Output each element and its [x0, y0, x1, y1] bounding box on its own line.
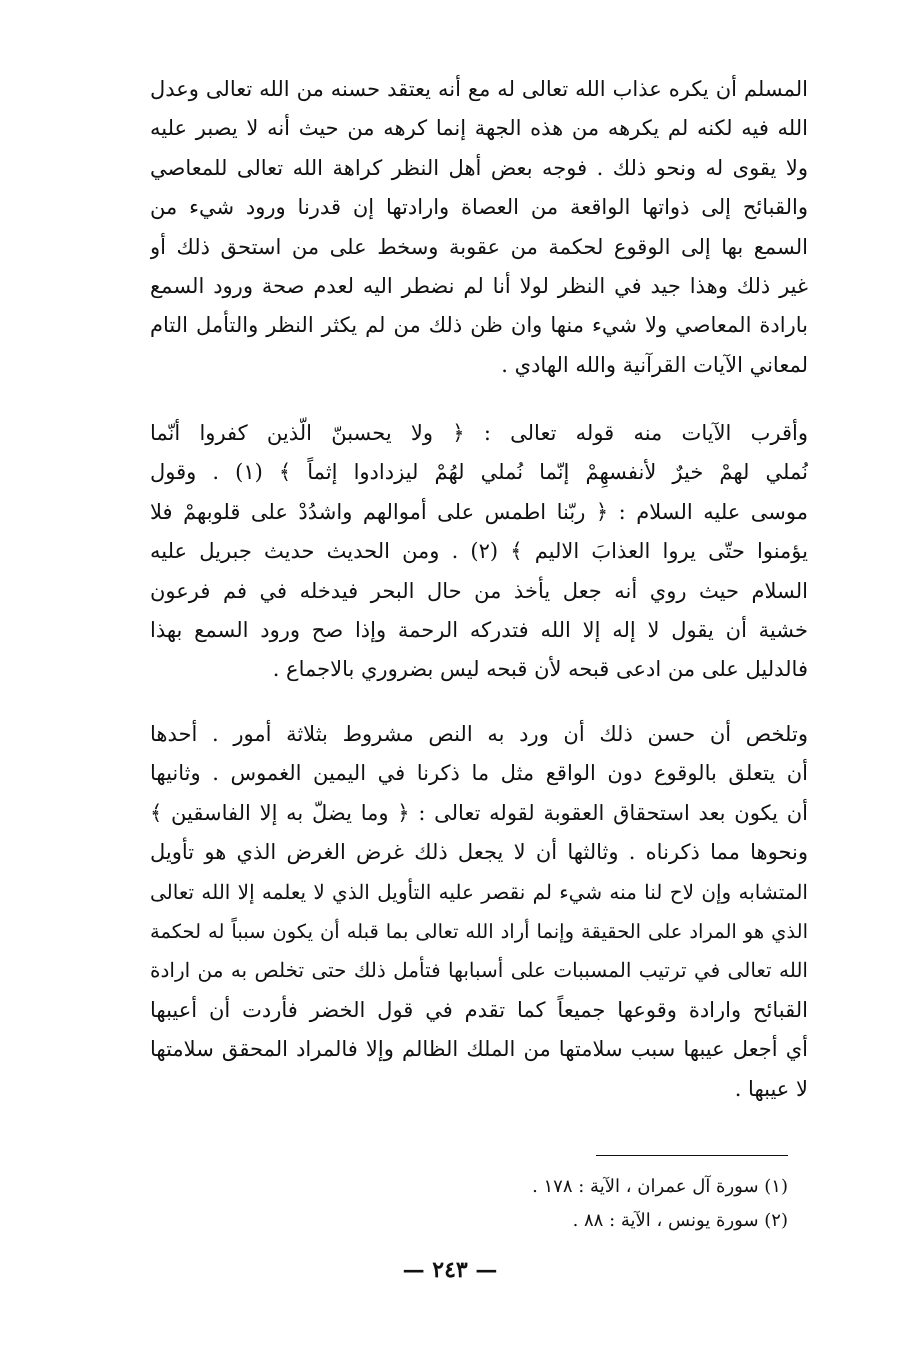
text-line: القبائح وارادة وقوعها جميعاً كما تقدم في قول الخضر فأردت أن أعيبها [150, 997, 808, 1022]
text-line: السلام حيث روي أنه جعل يأخذ من حال البحر فيدخله في فم فرعون [150, 578, 808, 603]
text-line: المسلم أن يكره عذاب الله تعالى له مع أنه يعتقد حسنه من الله تعالى وعدل [150, 77, 808, 101]
page-number: — ٢٤٣ — [402, 1257, 498, 1283]
text-line: لا عيبها . [734, 1076, 808, 1101]
text-line: الذي هو المراد على الحقيقة وإنما أراد الله تعالى بما قبله أن يكون سبباً له لحكمة [150, 919, 808, 943]
text-line: السمع بها إلى الوقوع لحكمة من عقوبة وسخط على من استحق ذلك أو [150, 234, 808, 259]
paragraph-3 [150, 715, 808, 1109]
footnote-divider [596, 1155, 788, 1156]
text-line: الله فيه لكنه لم يكرهه من هذه الجهة إنما كرهه من حيث أنه لا يصبر عليه [150, 116, 808, 141]
footnotes [400, 1170, 788, 1238]
footnote-2: (٢) سورة يونس ، الآية : ٨٨ . [572, 1210, 788, 1231]
text-line: موسى عليه السلام : ﴿ ربّنا اطمس على أموالهم واشدُدْ على قلوبهمْ فلا [150, 499, 808, 524]
text-line: بارادة المعاصي ولا شيء منها وان ظن ذلك من لم يكثر النظر والتأمل التام [150, 313, 808, 338]
footnote-1: (١) سورة آل عمران ، الآية : ١٧٨ . [532, 1176, 788, 1197]
text-line: ونحوها مما ذكرناه . وثالثها أن لا يجعل ذلك غرض الغرض الذي هو تأويل [150, 840, 808, 865]
text-line: نُملي لهمْ خيرٌ لأنفسهِمْ إنّما نُملي لهُمْ ليزدادوا إثماً ﴾ (١) . وقول [150, 460, 808, 485]
text-line: الله تعالى في ترتيب المسببات على أسبابها فتأمل ذلك حتى تخلص به من ارادة [150, 958, 808, 983]
text-line: خشية أن يقول لا إله إلا الله فتدركه الرحمة وإذا صح ورود السمع بهذا [150, 617, 808, 642]
text-line: فالدليل على من ادعى قبحه لأن قبحه ليس بضروري بالاجماع . [272, 657, 808, 682]
text-line: ولا يقوى له ونحو ذلك . فوجه بعض أهل النظر كراهة الله تعالى للمعاصي [150, 155, 808, 180]
text-line: المتشابه وإن لاح لنا منه شيء لم نقصر عليه التأويل الذي لا يعلمه إلا الله تعالى [150, 879, 808, 904]
text-line: غير ذلك وهذا جيد في النظر لولا أنا لم نضطر اليه لعدم صحة ورود السمع [150, 273, 808, 298]
text-line: أن يتعلق بالوقوع دون الواقع مثل ما ذكرنا في اليمين الغموس . وثانيها [150, 761, 808, 786]
text-line: وتلخص أن حسن ذلك أن ورد به النص مشروط بثلاثة أمور . أحدها [150, 722, 808, 746]
paragraph-1 [150, 70, 808, 385]
text-line: أي أجعل عيبها سبب سلامتها من الملك الظالم وإلا فالمراد المحقق سلامتها [150, 1037, 808, 1062]
text-line: يؤمنوا حتّى يروا العذابَ الاليم ﴾ (٢) . ومن الحديث حديث جبريل عليه [150, 539, 808, 564]
text-line: أن يكون بعد استحقاق العقوبة لقوله تعالى : ﴿ وما يضلّ به إلا الفاسقين ﴾ [150, 800, 808, 825]
text-line: لمعاني الآيات القرآنية والله الهادي . [501, 352, 808, 377]
text-line: وأقرب الآيات منه قوله تعالى : ﴿ ولا يحسبنّ الّذين كفروا أنّما [150, 421, 808, 445]
paragraph-2 [150, 414, 808, 690]
text-line: والقبائح إلى ذواتها الواقعة من العصاة وارادتها إن قدرنا ورود شيء من [150, 195, 808, 220]
